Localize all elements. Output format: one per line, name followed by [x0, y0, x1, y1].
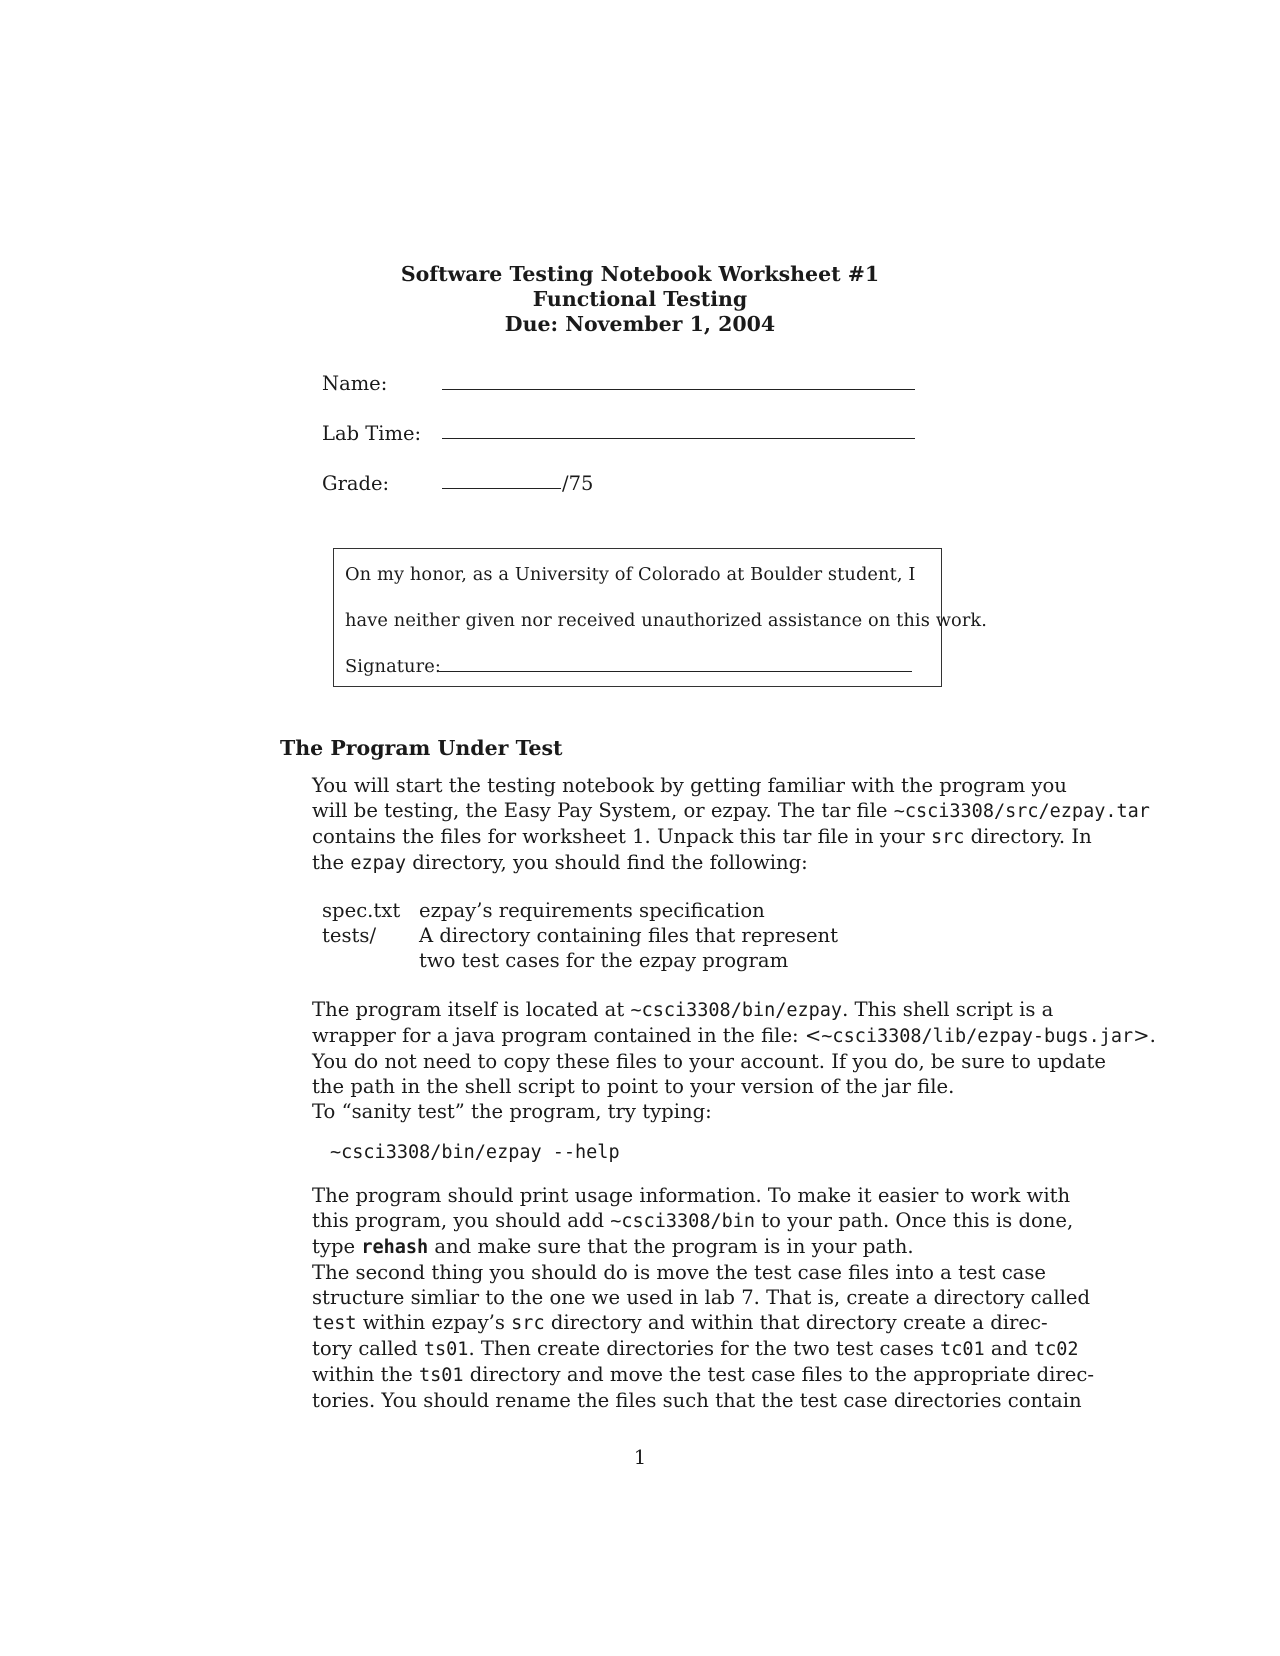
lab-time-field[interactable]: [442, 438, 915, 439]
signature-field[interactable]: [439, 671, 912, 672]
lab-time-label: Lab Time:: [322, 422, 422, 445]
file-name: spec.txt: [322, 899, 401, 922]
file-name: tests/: [322, 924, 377, 947]
page-number: 1: [633, 1446, 647, 1469]
file-description: A directory containing files that represent: [419, 924, 839, 947]
due-date: Due: November 1, 2004: [504, 312, 776, 336]
name-label: Name:: [322, 372, 388, 395]
setup-paragraph: The program should print usage information. To make it easier to work with this program, you should add ~csci3308/bin to your path. Once this is done, type rehash and make sure that the program is in your path. The second thing you should do is move the test case files into a test case structure simliar to the one we used in lab 7. That is, create a directory called test within ezpay’s src directory and within that directory create a direc- tory called ts01. Then create directories for the two test cases tc01 and tc02 within the ts01 directory and move the test case files to the appropriate direc- tories. You should rename the files such that the test case directories contain: [312, 1184, 1094, 1412]
section-heading: The Program Under Test: [280, 736, 563, 760]
grade-label: Grade:: [322, 472, 390, 495]
intro-paragraph: You will start the testing notebook by getting familiar with the program you will be testing, the Easy Pay System, or ezpay. The tar file ~csci3308/src/ezpay.tar contains the files for worksheet 1. Unpack this tar file in your src directory. In the ezpay directory, you should find the following:: [312, 774, 1150, 874]
file-description: two test cases for the ezpay program: [419, 949, 789, 972]
worksheet-subtitle: Functional Testing: [532, 287, 748, 311]
grade-field[interactable]: [442, 488, 561, 489]
worksheet-title: Software Testing Notebook Worksheet #1: [400, 262, 880, 286]
grade-total: /75: [562, 472, 594, 495]
honor-statement-line1: On my honor, as a University of Colorado at Boulder student, I: [345, 564, 916, 585]
program-location-paragraph: The program itself is located at ~csci3308/bin/ezpay. This shell script is a wrapper for a java program contained in the file: <~csci3308/lib/ezpay-bugs.jar>. You do not need to copy these files to your account. If you do, be sure to update the path in the shell script to point to your version of the jar file. To “sanity test” the program, try typing:: [312, 998, 1156, 1123]
signature-label: Signature:: [345, 656, 441, 677]
name-field[interactable]: [442, 389, 915, 390]
help-command: ~csci3308/bin/ezpay --help: [330, 1142, 620, 1163]
honor-statement-line2: have neither given nor received unauthorized assistance on this work.: [345, 610, 988, 631]
file-description: ezpay’s requirements specification: [419, 899, 765, 922]
